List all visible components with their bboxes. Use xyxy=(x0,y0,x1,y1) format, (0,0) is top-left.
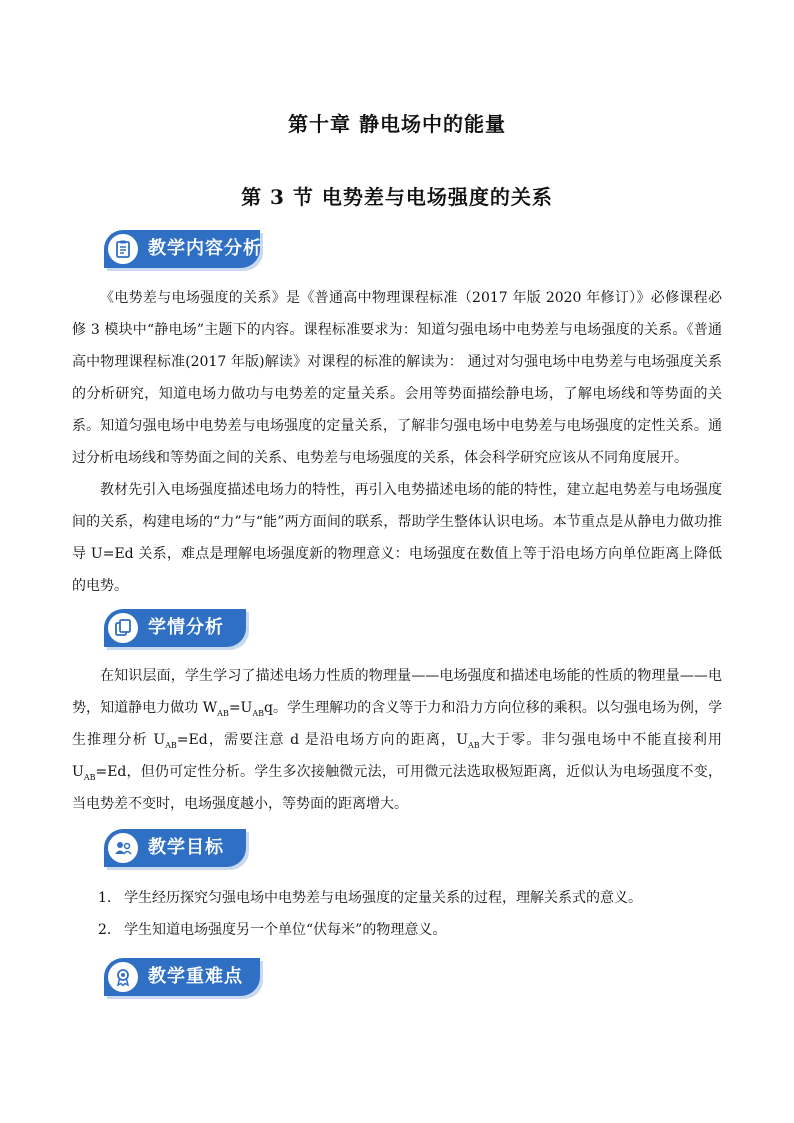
award-ribbon-icon xyxy=(106,960,140,994)
clipboard-list-icon xyxy=(106,232,140,266)
content-analysis-paragraph-2: 教材先引入电场强度描述电场力的特性，再引入电势描述电场的能的特性，建立起电势差与电场强度间的关系，构建电场的“力”与“能”两方面间的联系，帮助学生整体认识电场。本节重点是从静电力做功推导 U=Ed 关系，难点是理解电场强度新的物理意义：电场强度在数值上等于沿电场方向单位距离上降低的电势。 xyxy=(72,482,722,594)
subscript: AB xyxy=(468,740,480,750)
list-text: 学生经历探究匀强电场中电势差与电场强度的定量关系的过程，理解关系式的意义。 xyxy=(124,890,642,906)
student-analysis-paragraph xyxy=(72,660,722,820)
key-points-banner xyxy=(104,958,264,996)
list-number: 1. xyxy=(98,890,112,906)
content-analysis-banner xyxy=(104,230,264,268)
text-run: 在知识层面，学生学习了描述电场力性质的物理量——电场强度和描述电场能的性质的物理量——电势，知道静电力做功 W xyxy=(72,668,722,716)
chapter-title: 第十章 静电场中的能量 xyxy=(288,112,506,136)
text-run: =Ed，需要注意 d 是沿电场方向的距离，U xyxy=(176,732,469,748)
people-icon xyxy=(106,831,140,865)
subscript: AB xyxy=(83,772,96,782)
content-analysis-heading: 教学内容分析 xyxy=(148,238,262,259)
objectives-banner xyxy=(104,829,250,867)
subscript: AB xyxy=(217,708,229,718)
content-analysis-paragraph-1: 《电势差与电场强度的关系》是《普通高中物理课程标准（2017 年版 2020 年修订）》必修课程必修 3 模块中“静电场”主题下的内容。课程标准要求为：知道匀强电场中电势差与电场强度的关系。《普通高中物理课程标准(2017 年版)解读》对课程的标准的解读为： 通过对匀强电场中电势差与电场强度关系的分析研究，知道电场力做功与电势差的定量关系。会用等势面描绘静电场，了解电场线和等势面的关系。知道匀强电场中电势差与电场强度的定量关系，了解非匀强电场中电势差与电场强度的定性关系。通过分析电场线和等势面之间的关系、电势差与电场强度的关系，体会科学研究应该从不同角度展开。 xyxy=(72,290,722,466)
student-analysis-heading: 学情分析 xyxy=(148,617,224,638)
list-text: 学生知道电场强度另一个单位“伏每米”的物理意义。 xyxy=(124,922,447,938)
text-run: q。学生理解功的含义等于力和沿力方向位移的乘积。以匀强电场为例，学生推理分析 U xyxy=(72,700,722,748)
documents-icon xyxy=(106,611,140,645)
text-run: =Ed，但仍可定性分析。学生多次接触微元法，可用微元法选取极短距离，近似认为电场强度不变，当电势差不变时，电场强度越小，等势面的距离增大。 xyxy=(72,764,722,812)
section-title: 第 3 节 电势差与电场强度的关系 xyxy=(241,185,553,209)
objectives-heading: 教学目标 xyxy=(148,837,224,858)
student-analysis-banner xyxy=(104,609,250,647)
key-points-heading: 教学重难点 xyxy=(148,966,243,987)
text-run: 大于零。非匀强电场中不能直接利用 U xyxy=(72,732,723,780)
objective-item-1 xyxy=(98,887,718,909)
subscript: AB xyxy=(252,708,265,718)
list-number: 2. xyxy=(98,922,112,938)
text-run: =U xyxy=(228,700,253,716)
subscript: AB xyxy=(165,740,177,750)
objective-item-2 xyxy=(98,919,718,941)
